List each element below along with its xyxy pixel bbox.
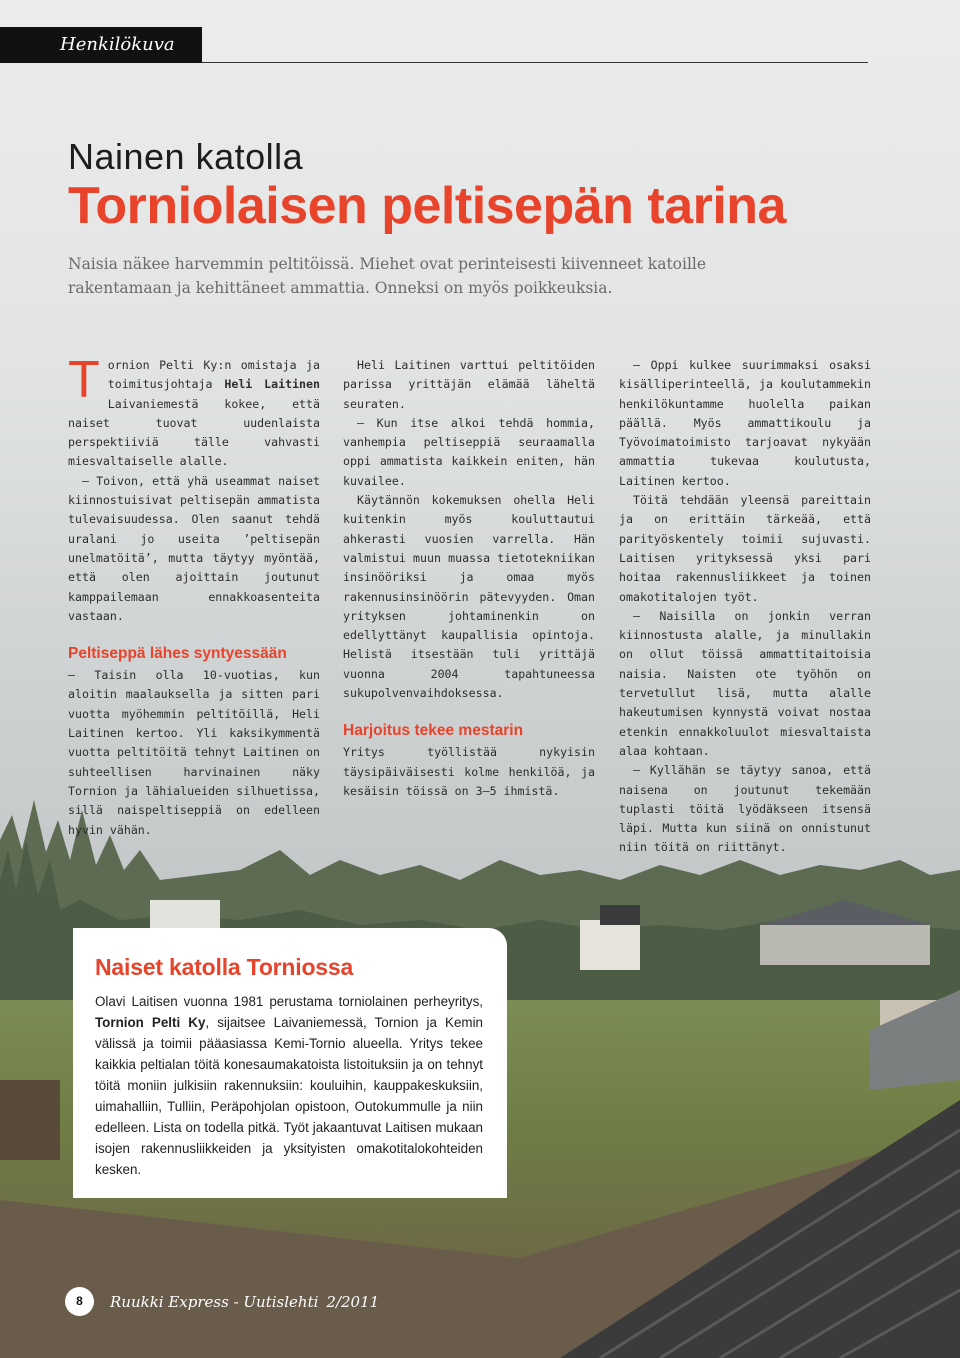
article-kicker: Nainen katolla [68, 136, 304, 177]
text-run: , sijaitsee Laivaniemessä, Tornion ja Kemin välissä ja toimii pääasiassa Kemi-Tornio alueella. Yritys tekee kaikkia peltialan töitä konesaumakatoista listoituksiin ja on tehnyt töitä moniin julkisiin rakennuksiin: kouluihin, kauppakeskuksiin, uimahalliin, Tulliin, Peräpohjolan opistoon, Outokummulle ja niin edelleen. Lista on todella pitkä. Työt jakaantuvat Laitisen mukaan isojen rakennusliikkeiden ja yksityisten omakotitalokohteiden kesken. [95, 1015, 484, 1177]
paragraph: – Naisilla on jonkin verran kiinnostusta alalle, ja minullakin on ollut töissä ammattitaitoisia naisia. Naisten ote työhön on tervetullut lisä, mutta alalle hakeutumisen kynnystä voivat nostaa etenkin ennakkoluulot miesvaltaista alaa kohtaan. [619, 608, 871, 758]
person-name: Heli Laitinen [224, 377, 320, 392]
section-tag: Henkilökuva [0, 27, 202, 63]
info-box-text [95, 991, 483, 1180]
paragraph: – Toivon, että yhä useammat naiset kiinnostuisivat peltisepän ammatista tulevaisuudessa. Olen saanut tehdä uralani jo useita ’peltisepän unelmatöitä’, mutta täytyy myöntää, että olen ajoittain joutunut kamppailemaan ennakkoasenteita vastaan. [68, 473, 320, 623]
info-box-title: Naiset katolla Torniossa [95, 954, 354, 980]
paragraph [68, 351, 320, 472]
company-name: Tornion Pelti Ky [95, 1015, 206, 1030]
text-run: Olavi Laitisen vuonna 1981 perustama torniolainen perheyritys, [95, 994, 483, 1009]
paragraph: Töitä tehdään yleensä pareittain ja on erittäin tärkeää, että parityöskentely toimii sujuvasti. Laitisen yrityksessä yksi pari hoitaa rakennusliikkeet ja toinen omakotitalojen työt. [619, 493, 871, 604]
drop-cap: T [68, 351, 100, 409]
paragraph: – Taisin olla 10-vuotias, kun aloitin maalauksella ja sitten pari vuotta myöhemmin peltitöillä, Heli Laitinen kertoo. Yli kaksikymmentä vuotta peltitöitä tehnyt Laitinen on suhteellisen harvinainen näky Tornion ja lähialueiden silhuetissa, sillä naispeltiseppiä on edelleen hyvin vähän. [68, 668, 320, 837]
issue-number: 2/2011 [326, 1293, 380, 1311]
publication-name: Ruukki Express - Uutislehti [110, 1293, 319, 1311]
article-column-2 [343, 356, 595, 801]
paragraph: Käytännön kokemuksen ohella Heli kuitenkin myös kouluttautui ahkerasti vuosien varrella. Hän valmistui muun muassa tietotekniikan insinööriksi ja omaa myös rakennusinsinöörin pätevyyden. Oman yrityksen johtaminenkin on edellyttänyt kaupallisia opintoja. Helistä itsestään tuli yrittäjä vuonna 2004 tapahtuneessa sukupolvenvaihdoksessa. [343, 493, 595, 701]
paragraph: – Oppi kulkee suurimmaksi osaksi kisälliperinteellä, ja koulutammekin henkilökuntamme huolella paikan päällä. Myös ammattikoulu ja Työvoimatoimisto tarjoavat nykyään ammattia tukevaa koulutusta, Laitinen kertoo. [619, 358, 871, 488]
subheading: Peltiseppä lähes syntyessään [68, 645, 287, 663]
paragraph: Heli Laitinen varttui peltitöiden parissa yrittäjän elämää läheltä seuraten. [343, 358, 595, 411]
text-run: Laivaniemestä kokee, että naiset tuovat uudenlaista perspektiiviä tälle vahvasti miesvaltaiselle alalle. [68, 396, 320, 469]
info-box [73, 928, 507, 1198]
article-lede: Naisia näkee harvemmin peltitöissä. Miehet ovat perinteisesti kiivenneet katoille rakentamaan ja kehittäneet ammattia. Onneksi on myös poikkeuksia. [68, 255, 707, 297]
page-number: 8 [65, 1287, 94, 1316]
header-rule [202, 62, 868, 63]
article-column-3 [619, 356, 871, 858]
subheading: Harjoitus tekee mestarin [343, 722, 524, 740]
publication-footer [110, 1293, 379, 1311]
paragraph: – Kyllähän se täytyy sanoa, että naisena on joutunut tekemään tuplasti töitä lyödäkseen itsensä läpi. Mutta kun siinä on onnistunut niin töitä on riittänyt. [619, 763, 871, 855]
article-column-1 [68, 351, 320, 840]
paragraph: Yritys työllistää nykyisin täysipäiväisesti kolme henkilöä, ja kesäisin töissä on 3–5 ihmistä. [343, 745, 595, 798]
text-run: ornion Pelti Ky:n omistaja ja toimitusjohtaja [107, 358, 320, 392]
article-headline: Torniolaisen peltisepän tarina [68, 177, 786, 235]
paragraph: – Kun itse alkoi tehdä hommia, vanhempia peltiseppiä seuraamalla oppi ammatista kaikkein eniten, hän kuvailee. [343, 415, 595, 488]
